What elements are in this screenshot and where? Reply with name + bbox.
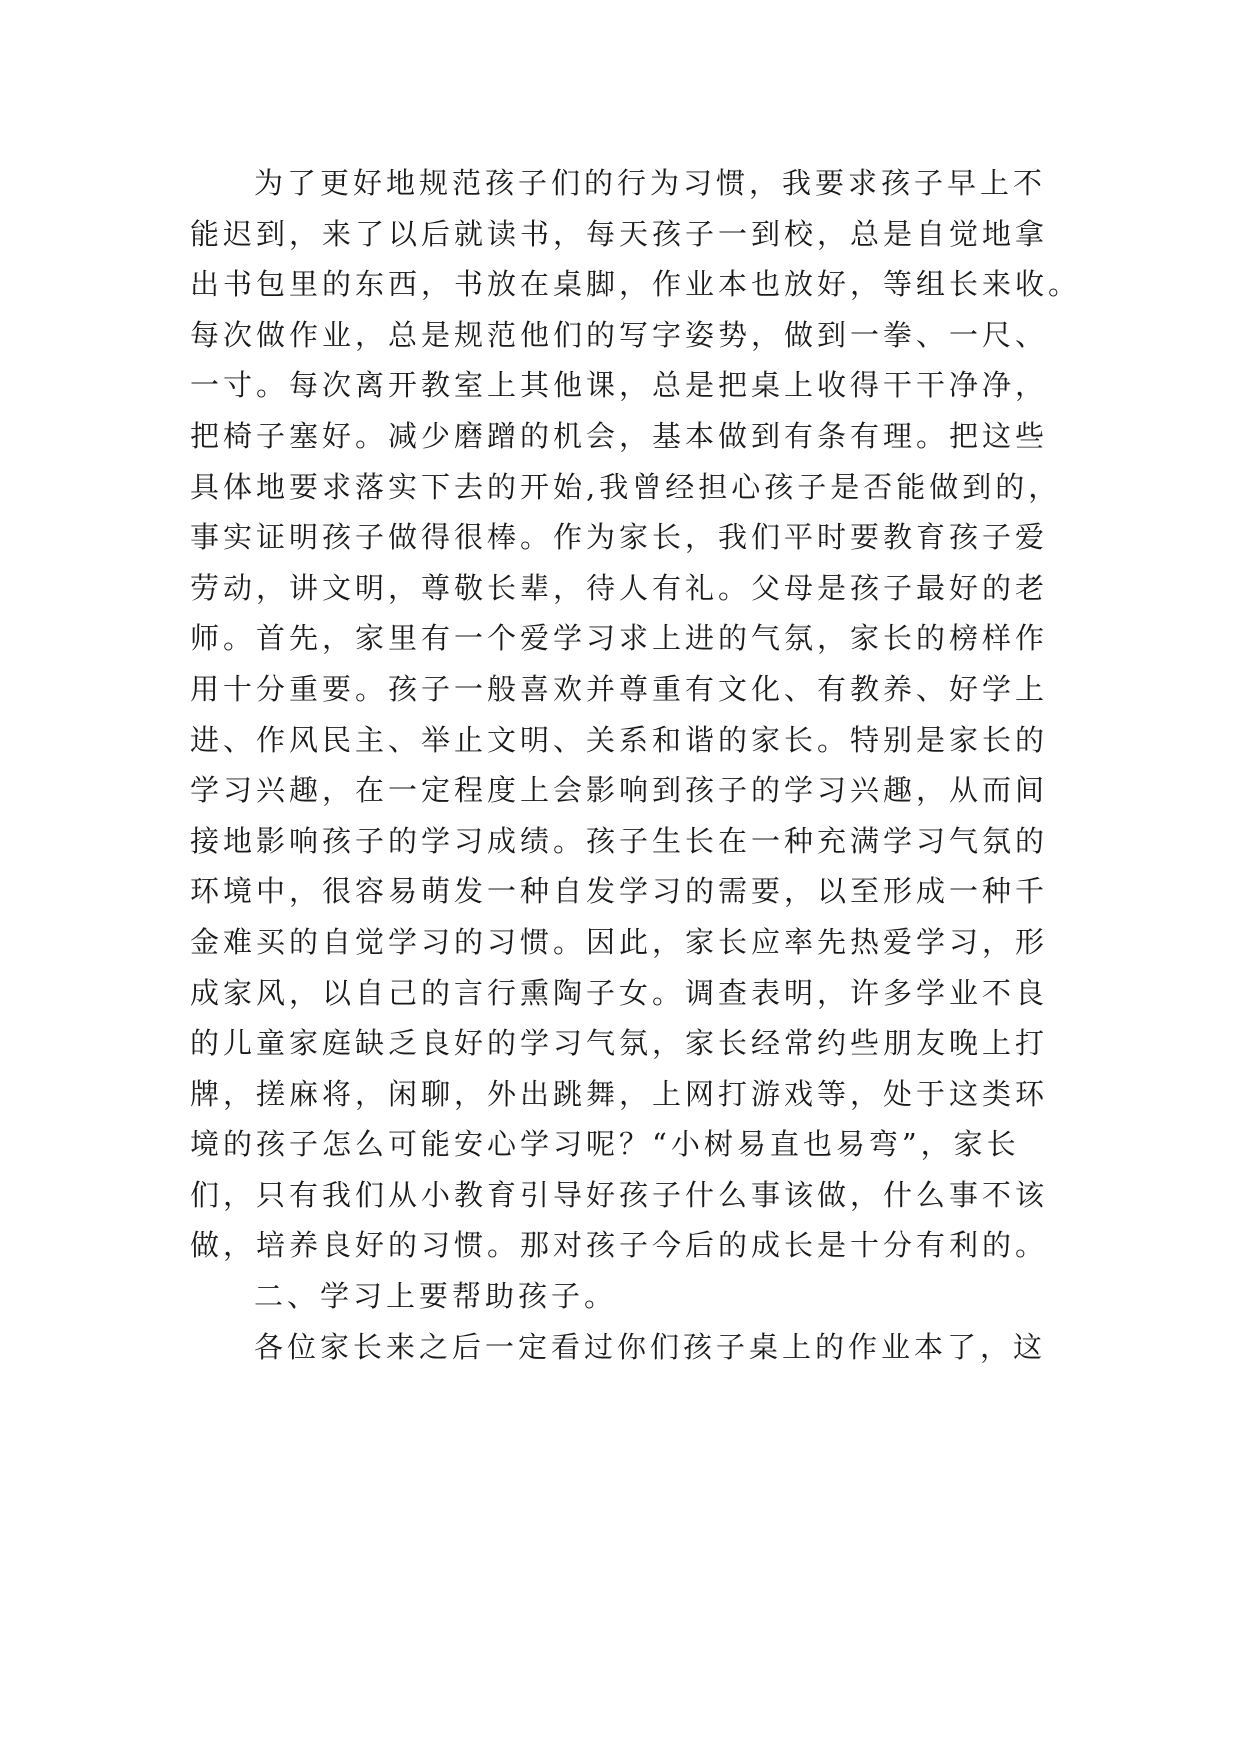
paragraph-line: 做，培养良好的习惯。那对孩子今后的成长是十分有利的。 — [190, 1228, 1049, 1263]
paragraph-line: 成家风，以自己的言行熏陶子女。调查表明，许多学业不良 — [190, 975, 1049, 1010]
paragraph-line: 牌，搓麻将，闲聊，外出跳舞，上网打游戏等，处于这类环 — [190, 1076, 1049, 1111]
paragraph-line: 环境中，很容易萌发一种自发学习的需要，以至形成一种千 — [190, 874, 1049, 909]
paragraph-line: 师。首先，家里有一个爱学习求上进的气氛，家长的榜样作 — [190, 621, 1049, 656]
paragraph-line: 每次做作业，总是规范他们的写字姿势，做到一拳、一尺、 — [190, 317, 1049, 352]
paragraph-line: 出书包里的东西，书放在桌脚，作业本也放好，等组长来收。 — [190, 267, 1082, 302]
document-body — [190, 158, 1082, 1372]
paragraph-line: 为了更好地规范孩子们的行为习惯，我要求孩子早上不 — [254, 166, 1047, 200]
paragraph-line: 金难买的自觉学习的习惯。因此，家长应率先热爱学习，形 — [190, 924, 1049, 959]
paragraph-line: 的儿童家庭缺乏良好的学习气氛，家长经常约些朋友晚上打 — [190, 1026, 1049, 1061]
paragraph-line: 学习兴趣，在一定程度上会影响到孩子的学习兴趣，从而间 — [190, 773, 1049, 808]
paragraph-line: 境的孩子怎么可能安心学习呢？“小树易直也易弯”，家长 — [190, 1127, 1020, 1162]
paragraph-line: 各位家长来之后一定看过你们孩子桌上的作业本了，这 — [254, 1329, 1047, 1364]
paragraph-line: 劳动，讲文明，尊敬长辈，待人有礼。父母是孩子最好的老 — [190, 570, 1049, 605]
paragraph-line: 接地影响孩子的学习成绩。孩子生长在一种充满学习气氛的 — [190, 823, 1049, 858]
paragraph-line: 进、作风民主、举止文明、关系和谐的家长。特别是家长的 — [190, 722, 1049, 757]
paragraph-line: 一寸。每次离开教室上其他课，总是把桌上收得干干净净， — [190, 368, 1049, 403]
paragraph-line: 把椅子塞好。减少磨蹭的机会，基本做到有条有理。把这些 — [190, 418, 1049, 453]
paragraph-line: 用十分重要。孩子一般喜欢并尊重有文化、有教养、好学上 — [190, 671, 1049, 706]
paragraph-line: 事实证明孩子做得很棒。作为家长，我们平时要教育孩子爱 — [190, 520, 1049, 555]
paragraph-line: 能迟到，来了以后就读书，每天孩子一到校，总是自觉地拿 — [190, 216, 1049, 251]
paragraph-line: 们，只有我们从小教育引导好孩子什么事该做，什么事不该 — [190, 1177, 1049, 1212]
section-heading: 二、学习上要帮助孩子。 — [254, 1279, 618, 1314]
paragraph-line: 具体地要求落实下去的开始,我曾经担心孩子是否能做到的， — [190, 469, 1062, 504]
